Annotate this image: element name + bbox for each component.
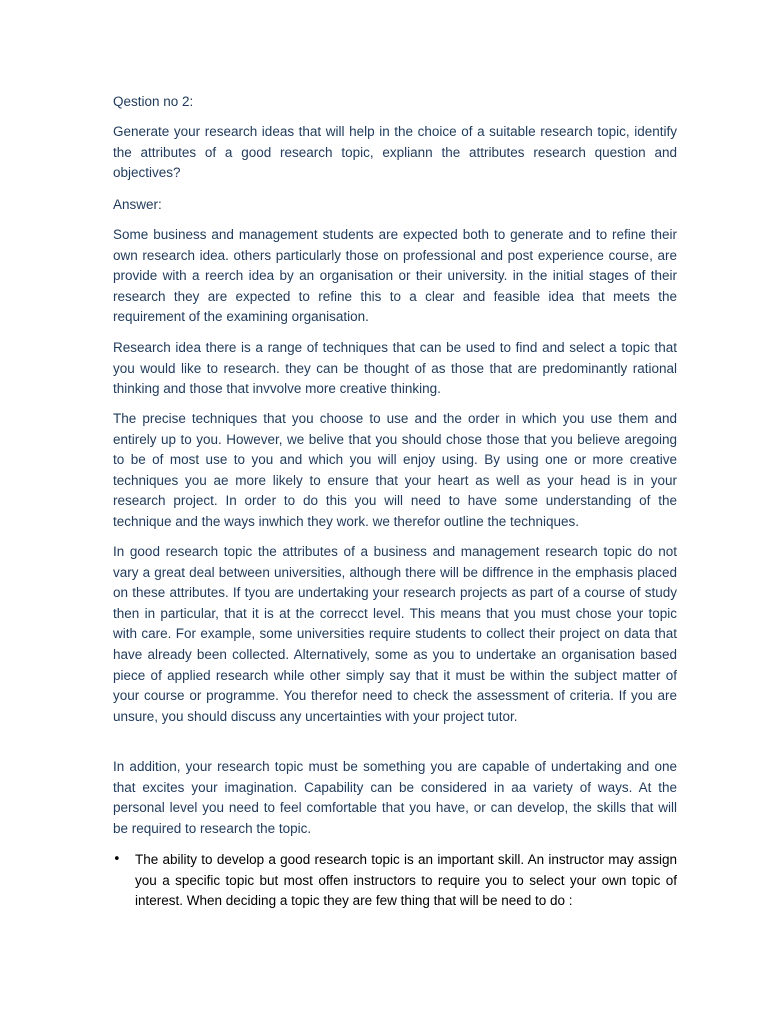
paragraph-2: Research idea there is a range of techniques that can be used to find and select a topic that you would like to research. they can be thought of as those that are predominantly rational thinking and those that invvolve more creative thinking.	[113, 340, 677, 397]
paragraph-5: In addition, your research topic must be something you are capable of undertaking and one that excites your imagination. Capability can be considered in aa variety of ways. At the personal level you need to feel comfortable that you have, or can develop, the skills that will be required to research the topic.	[113, 759, 677, 836]
paragraph-3: The precise techniques that you choose to use and the order in which you use them and entirely up to you. However, we belive that you should chose those that you believe aregoing to be of most use to you and which you will enjoy using. By using one or more creative techniques you ae more likely to ensure that your heart as well as your head is in your research project. In order to do this you will need to have some understanding of the technique and the ways inwhich they work. we therefor outline the techniques.	[113, 411, 677, 529]
question-heading: Qestion no 2:	[113, 94, 194, 109]
question-text: Generate your research ideas that will help in the choice of a suitable research topic, identify the attributes of a good research topic, expliann the attributes research question and objectives?	[113, 124, 677, 181]
bullet-text: The ability to develop a good research topic is an important skill. An instructor may assign you a specific topic but most offen instructors to require you to select your own topic of interest. When deciding a topic they are few thing that will be need to do :	[135, 852, 677, 909]
bullet-icon: •	[113, 852, 121, 867]
answer-heading: Answer:	[113, 197, 162, 212]
paragraph-1: Some business and management students are expected both to generate and to refine their own research idea. others particularly those on professional and post experience course, are provide with a reerch idea by an organisation or their university. in the initial stages of their research they are expected to refine this to a clear and feasible idea that meets the requirement of the examining organisation.	[113, 227, 677, 325]
paragraph-4: In good research topic the attributes of a business and management research topic do not vary a great deal between universities, although there will be diffrence in the emphasis placed on these attributes. If tyou are undertaking your research projects as part of a course of study then in particular, that it is at the correcct level. This means that you must chose your topic with care. For example, some universities require students to collect their project on data that have already been collected. Alternatively, some as you to undertake an organisation based piece of applied research while other simply say that it must be within the subject matter of your course or programme. You therefor need to check the assessment of criteria. If you are unsure, you should discuss any uncertainties with your project tutor.	[113, 544, 677, 724]
